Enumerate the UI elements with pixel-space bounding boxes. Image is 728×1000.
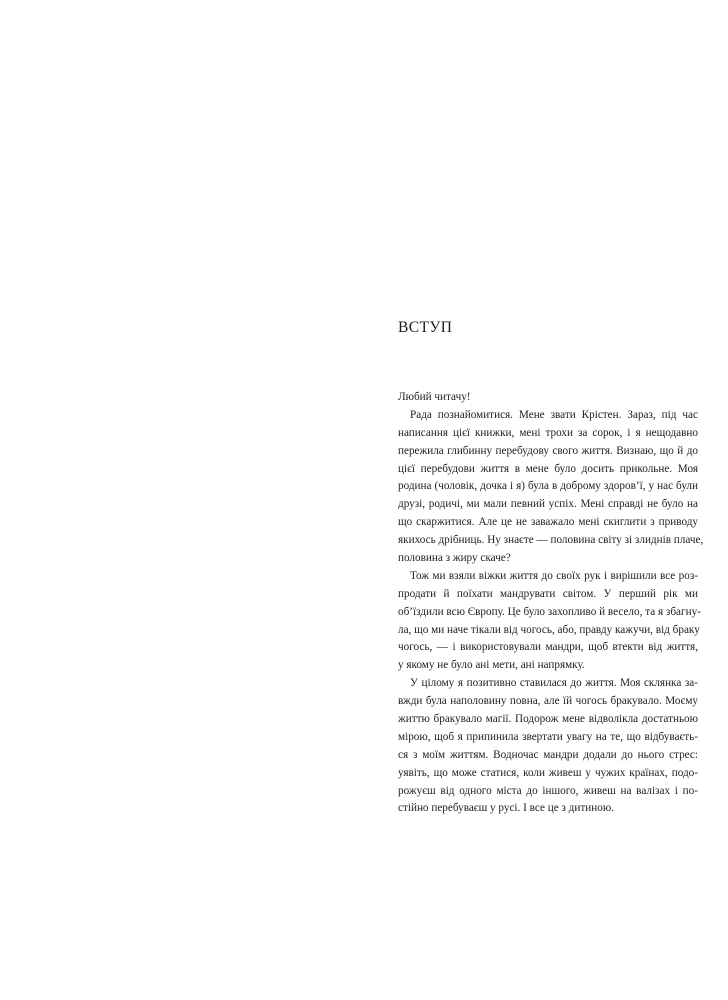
paragraph-3 xyxy=(398,675,698,818)
text-line: що скаржитися. Але це не заважало мені скиглити з приводу xyxy=(398,516,698,529)
text-line: рожуєш від одного міста до іншого, живеш на валізах і по- xyxy=(398,784,698,797)
paragraph-1 xyxy=(398,407,704,568)
text-line: написання цієї книжки, мені трохи за сорок, і я нещодавно xyxy=(398,426,698,439)
text-line: цієї перебудови життя в мене було досить прикольне. Моя xyxy=(398,462,698,475)
paragraph-2 xyxy=(398,568,701,675)
text-line: половина з жиру скаче? xyxy=(398,552,511,565)
text-line: друзі, родичі, ми мали певний успіх. Мені справді не було на xyxy=(398,498,698,511)
text-line: життю бракувало магії. Подорож мене відволікла достатньою xyxy=(398,713,698,726)
text-line: стійно перебуваєш у русі. І все це з дитиною. xyxy=(398,802,614,815)
text-line: об’їздили всю Європу. Це було захопливо й весело, та я збагну- xyxy=(398,605,701,618)
text-line: мірою, щоб я припинила звертати увагу на те, що відбуваєть- xyxy=(398,730,698,743)
text-line: Рада познайомитися. Мене звати Крістен. Зараз, під час xyxy=(410,408,698,421)
chapter-body xyxy=(398,389,704,818)
text-line: родина (чоловік, дочка і я) була в доброму здоров’ї, у нас були xyxy=(398,480,698,493)
text-line: продати й поїхати мандрувати світом. У перший рік ми xyxy=(398,587,698,600)
text-line: у якому не було ані мети, ані напрямку. xyxy=(398,659,585,672)
text-line: У цілому я позитивно ставилася до життя. Моя склянка за- xyxy=(410,677,698,690)
text-line: ся з моїм життям. Водночас мандри додали до нього стрес: xyxy=(398,748,698,761)
text-line: ла, що ми наче тікали від чогось, або, правду кажучи, від браку xyxy=(398,623,700,636)
text-line: пережила глибинну перебудову свого життя. Визнаю, що й до xyxy=(398,444,698,457)
text-line: якихось дрібниць. Ну знаєте — половина світу зі злиднів плаче, xyxy=(398,534,704,547)
text-line: уявіть, що може статися, коли живеш у чужих країнах, подо- xyxy=(398,766,698,779)
text-line: вжди була наполовину повна, але їй чогось бракувало. Моєму xyxy=(398,695,698,708)
text-line: чогось, — і використовували мандри, щоб втекти від життя, xyxy=(398,641,698,654)
salutation: Любий читачу! xyxy=(398,391,471,403)
text-line: Тож ми взяли віжки життя до своїх рук і вирішили все роз- xyxy=(410,569,698,582)
chapter-title: ВСТУП xyxy=(398,319,453,336)
